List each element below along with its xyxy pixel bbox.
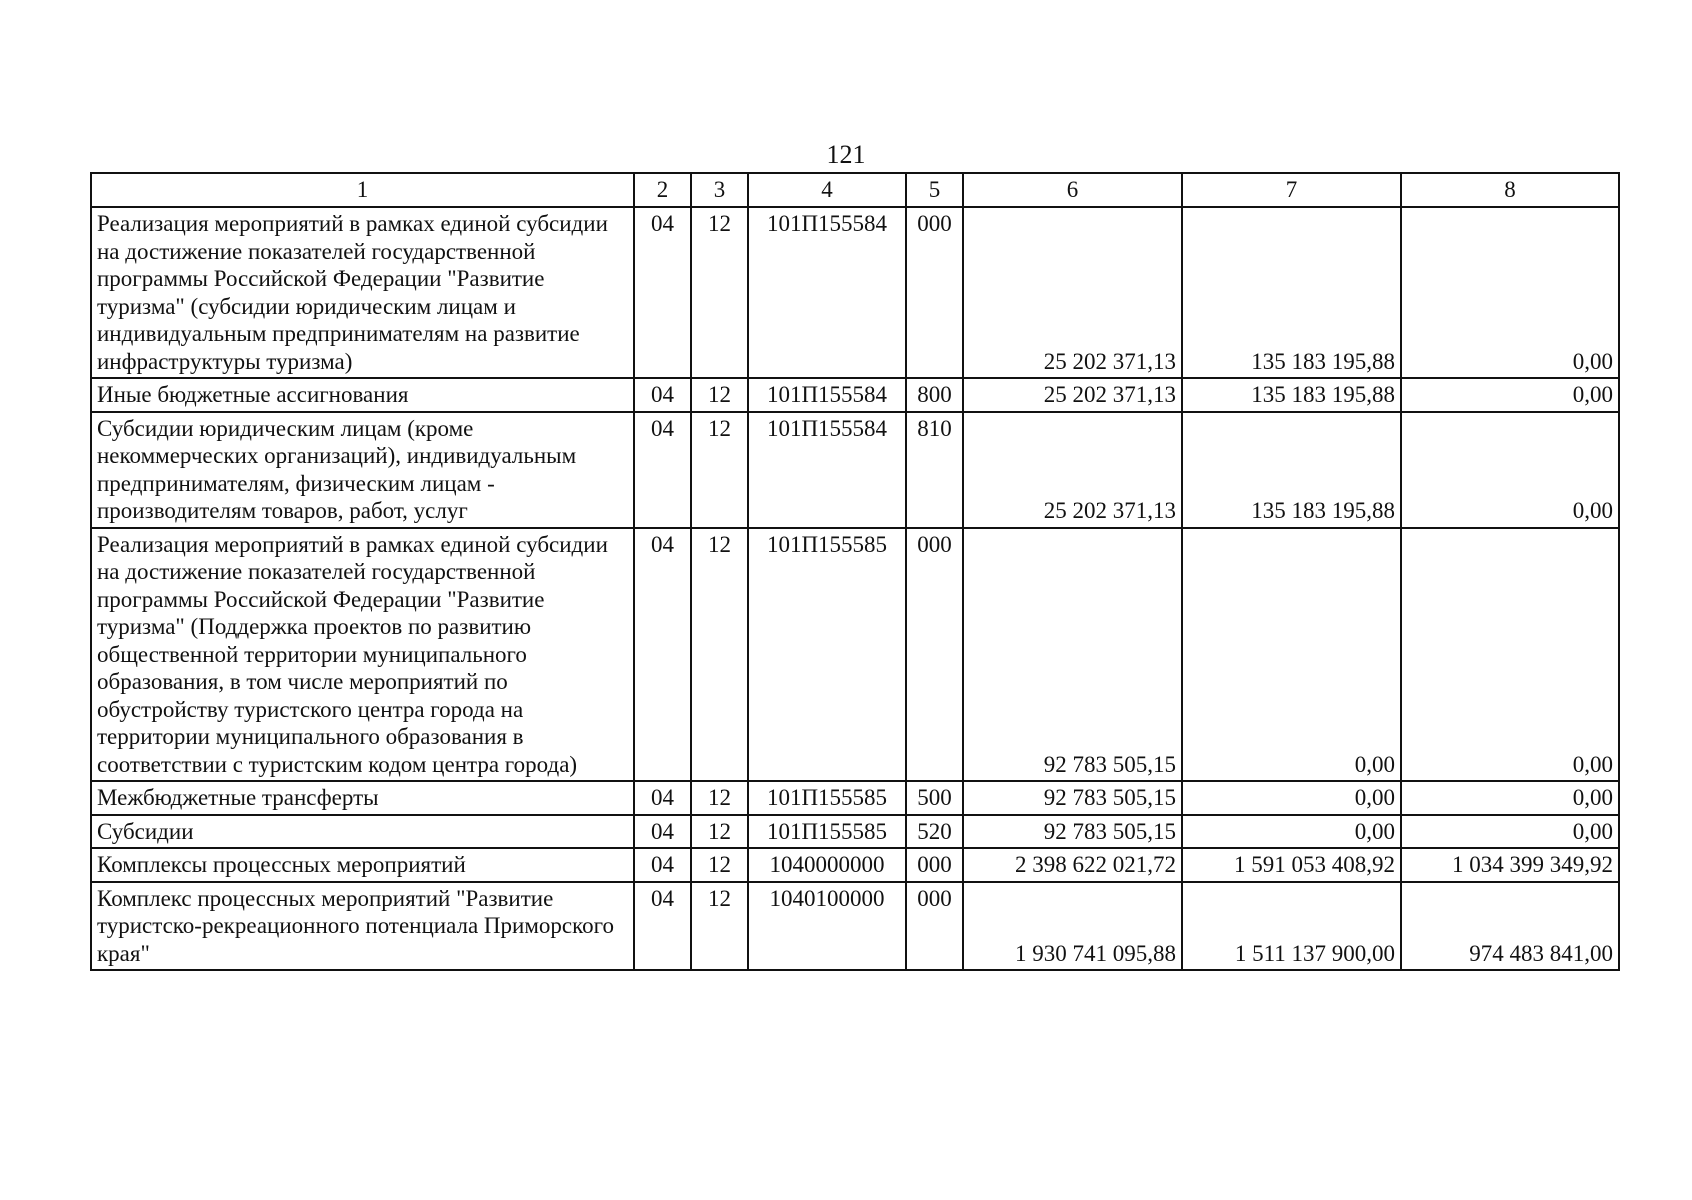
subsection-code: 12 (691, 378, 748, 412)
column-header: 6 (963, 173, 1182, 207)
column-header: 5 (906, 173, 963, 207)
row-name: Реализация мероприятий в рамках единой субсидии на достижение показателей государственной программы Российской Федерации "Развитие туризма" (субсидии юридическим лицам и индивидуальным предпринимателям на развитие инфраструктуры туризма) (91, 207, 634, 378)
section-code: 04 (634, 882, 691, 971)
expense-type-code: 520 (906, 815, 963, 849)
amount-col-8: 974 483 841,00 (1401, 882, 1619, 971)
amount-col-7: 0,00 (1182, 528, 1401, 782)
table-row (91, 848, 1619, 882)
table-row (91, 781, 1619, 815)
amount-col-6: 25 202 371,13 (963, 207, 1182, 378)
amount-col-7: 1 591 053 408,92 (1182, 848, 1401, 882)
target-article-code: 101П155585 (748, 528, 906, 782)
table-row (91, 378, 1619, 412)
subsection-code: 12 (691, 528, 748, 782)
amount-col-8: 1 034 399 349,92 (1401, 848, 1619, 882)
table-row (91, 882, 1619, 971)
amount-col-6: 2 398 622 021,72 (963, 848, 1182, 882)
column-header: 7 (1182, 173, 1401, 207)
amount-col-8: 0,00 (1401, 378, 1619, 412)
expense-type-code: 000 (906, 207, 963, 378)
amount-col-8: 0,00 (1401, 412, 1619, 528)
amount-col-7: 0,00 (1182, 815, 1401, 849)
subsection-code: 12 (691, 815, 748, 849)
target-article-code: 101П155584 (748, 207, 906, 378)
amount-col-7: 135 183 195,88 (1182, 207, 1401, 378)
target-article-code: 101П155585 (748, 781, 906, 815)
amount-col-7: 0,00 (1182, 781, 1401, 815)
row-name: Иные бюджетные ассигнования (91, 378, 634, 412)
column-header: 2 (634, 173, 691, 207)
expense-type-code: 000 (906, 848, 963, 882)
target-article-code: 101П155585 (748, 815, 906, 849)
expense-type-code: 000 (906, 882, 963, 971)
target-article-code: 101П155584 (748, 378, 906, 412)
section-code: 04 (634, 378, 691, 412)
column-header: 3 (691, 173, 748, 207)
page-number: 121 (826, 140, 866, 169)
row-name: Межбюджетные трансферты (91, 781, 634, 815)
amount-col-8: 0,00 (1401, 781, 1619, 815)
subsection-code: 12 (691, 207, 748, 378)
target-article-code: 1040100000 (748, 882, 906, 971)
expense-type-code: 500 (906, 781, 963, 815)
row-name: Комплексы процессных мероприятий (91, 848, 634, 882)
header-row (91, 173, 1619, 207)
section-code: 04 (634, 815, 691, 849)
amount-col-8: 0,00 (1401, 207, 1619, 378)
section-code: 04 (634, 207, 691, 378)
row-name: Субсидии юридическим лицам (кроме некоммерческих организаций), индивидуальным предпринимателям, физическим лицам - производителям товаров, работ, услуг (91, 412, 634, 528)
section-code: 04 (634, 528, 691, 782)
budget-table (90, 172, 1620, 971)
column-header: 8 (1401, 173, 1619, 207)
amount-col-6: 25 202 371,13 (963, 378, 1182, 412)
amount-col-6: 92 783 505,15 (963, 528, 1182, 782)
amount-col-8: 0,00 (1401, 528, 1619, 782)
expense-type-code: 810 (906, 412, 963, 528)
column-header: 1 (91, 173, 634, 207)
amount-col-8: 0,00 (1401, 815, 1619, 849)
amount-col-7: 135 183 195,88 (1182, 378, 1401, 412)
target-article-code: 101П155584 (748, 412, 906, 528)
row-name: Субсидии (91, 815, 634, 849)
amount-col-6: 25 202 371,13 (963, 412, 1182, 528)
section-code: 04 (634, 412, 691, 528)
amount-col-6: 92 783 505,15 (963, 815, 1182, 849)
table-row (91, 528, 1619, 782)
column-header: 4 (748, 173, 906, 207)
section-code: 04 (634, 848, 691, 882)
row-name: Комплекс процессных мероприятий "Развитие туристско-рекреационного потенциала Приморского края" (91, 882, 634, 971)
table-row (91, 207, 1619, 378)
amount-col-6: 92 783 505,15 (963, 781, 1182, 815)
subsection-code: 12 (691, 412, 748, 528)
table-row (91, 412, 1619, 528)
subsection-code: 12 (691, 882, 748, 971)
table-row (91, 815, 1619, 849)
section-code: 04 (634, 781, 691, 815)
expense-type-code: 000 (906, 528, 963, 782)
expense-type-code: 800 (906, 378, 963, 412)
amount-col-7: 1 511 137 900,00 (1182, 882, 1401, 971)
amount-col-7: 135 183 195,88 (1182, 412, 1401, 528)
target-article-code: 1040000000 (748, 848, 906, 882)
subsection-code: 12 (691, 848, 748, 882)
amount-col-6: 1 930 741 095,88 (963, 882, 1182, 971)
subsection-code: 12 (691, 781, 748, 815)
row-name: Реализация мероприятий в рамках единой субсидии на достижение показателей государственной программы Российской Федерации "Развитие туризма" (Поддержка проектов по развитию общественной территории муниципального образования, в том числе мероприятий по обустройству туристского центра города на территории муниципального образования в соответствии с туристским кодом центра города) (91, 528, 634, 782)
